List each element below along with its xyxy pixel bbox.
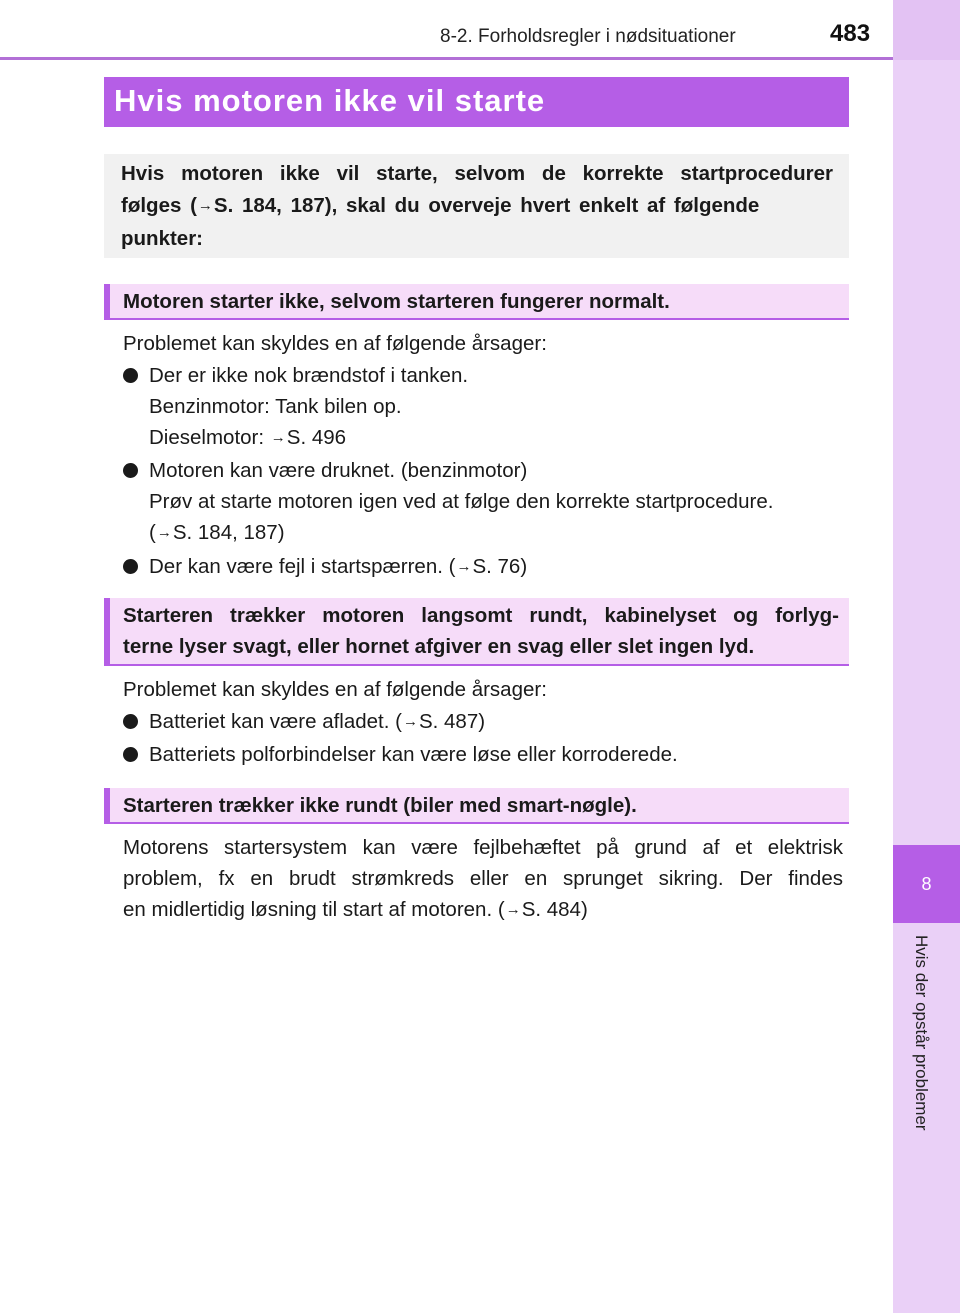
intro-box [104, 154, 849, 258]
intro-line-2 [121, 190, 833, 224]
intro-line-2-pre: følges ( [121, 193, 197, 217]
bullet-1-line-3-pre: Dieselmotor: [149, 426, 270, 449]
chapter-side-label: Hvis der opstår problemer [912, 935, 931, 1131]
bullet-4-line-1 [149, 706, 849, 739]
section-1-lead: Problemet kan skyldes en af følgende årsager: [123, 332, 547, 355]
bullet-2-line-1: Motoren kan være druknet. (benzinmotor) [149, 459, 528, 482]
bullet-2-line-3 [149, 517, 849, 550]
bullet-icon [123, 747, 138, 762]
arrow-icon: → [270, 429, 286, 446]
section-heading-2 [104, 598, 849, 666]
arrow-icon: → [402, 713, 418, 730]
bullet-1-line-2: Benzinmotor: Tank bilen op. [149, 395, 402, 418]
bullet-3-line-1 [149, 551, 849, 584]
section-3-line-3 [123, 894, 843, 927]
chapter-side-tab [893, 0, 960, 1313]
bullet-icon [123, 559, 138, 574]
intro-line-3: punkter: [121, 227, 203, 250]
section-3-line-2: problem, fx en brudt strømkreds eller en sprunget sikring. Der findes [123, 867, 843, 890]
bullet-icon [123, 714, 138, 729]
page-ref-link[interactable]: S. 184, 187) [172, 521, 285, 544]
section-heading-2-line-2: terne lyser svagt, eller hornet afgiver en svag eller slet ingen lyd. [123, 635, 755, 658]
bullet-3-pre: Der kan være fejl i startspærren. ( [149, 555, 456, 578]
section-3-line-3-pre: en midlertidig løsning til start af motoren. ( [123, 898, 505, 921]
bullet-4-pre: Batteriet kan være afladet. ( [149, 710, 402, 733]
arrow-icon: → [456, 558, 472, 575]
chapter-number-box[interactable] [893, 845, 960, 923]
bullet-2-line-2: Prøv at starte motoren igen ved at følge den korrekte startprocedure. [149, 490, 774, 513]
page-title: Hvis motoren ikke vil starte [104, 77, 849, 127]
running-header: 8-2. Forholdsregler i nødsituationer [440, 26, 736, 47]
page-number: 483 [830, 20, 871, 47]
side-tab-top [893, 0, 960, 60]
bullet-1-line-1: Der er ikke nok brændstof i tanken. [149, 364, 469, 387]
bullet-1-line-3 [149, 422, 849, 455]
section-3-line-1: Motorens startersystem kan være fejlbehæftet på grund af et elektrisk [123, 836, 843, 859]
bullet-2-line-3-pre: ( [149, 521, 156, 544]
bullet-icon [123, 463, 138, 478]
arrow-icon: → [197, 196, 213, 214]
page-ref-link[interactable]: S. 487) [418, 710, 486, 733]
page-ref-link[interactable]: S. 496 [286, 426, 347, 449]
section-heading-1: Motoren starter ikke, selvom starteren fungerer normalt. [104, 284, 849, 320]
header-rule [0, 57, 893, 60]
arrow-icon: → [505, 901, 521, 918]
intro-line-1: Hvis motoren ikke vil starte, selvom de korrekte startprocedurer [121, 162, 833, 185]
chapter-number: 8 [921, 873, 932, 894]
bullet-icon [123, 368, 138, 383]
section-3-body [123, 832, 843, 927]
section-2-lead: Problemet kan skyldes en af følgende årsager: [123, 678, 547, 701]
bullet-5-line-1: Batteriets polforbindelser kan være løse eller korroderede. [149, 743, 678, 766]
intro-line-2-ref[interactable]: S. 184, 187), skal du overveje hvert enkelt af følgende [213, 193, 760, 217]
section-heading-2-line-1: Starteren trækker motoren langsomt rundt, kabinelyset og forlyg- [123, 604, 839, 627]
arrow-icon: → [156, 524, 172, 541]
section-heading-3: Starteren trækker ikke rundt (biler med smart-nøgle). [104, 788, 849, 824]
page-ref-link[interactable]: S. 484) [521, 898, 588, 921]
page-ref-link[interactable]: S. 76) [472, 555, 528, 578]
